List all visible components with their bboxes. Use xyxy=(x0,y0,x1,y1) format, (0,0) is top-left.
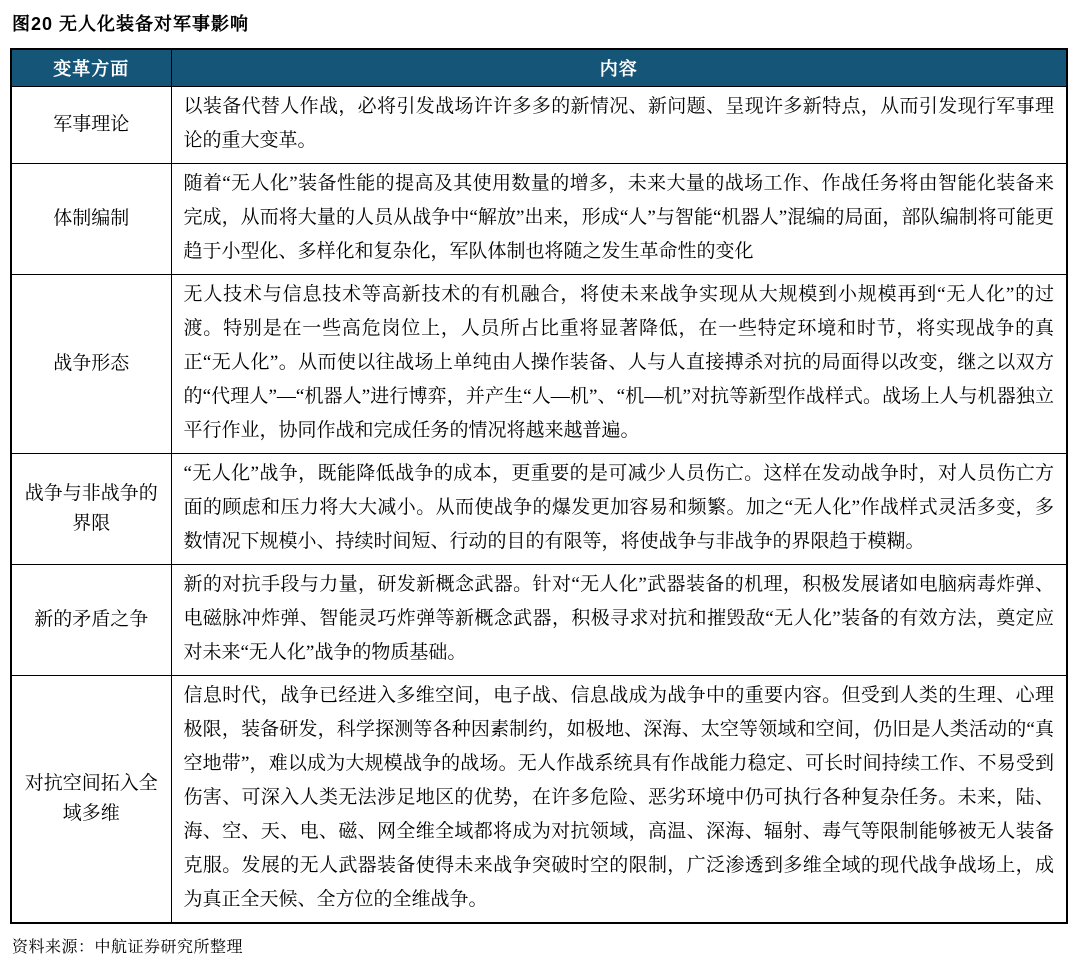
content-cell: 无人技术与信息技术等高新技术的有机融合，将使未来战争实现从大规模到小规模再到“无人化”的过渡。特别是在一些高危岗位上，人员所占比重将显著降低，在一些特定环境和时节，将实现战争的真正“无人化”。从而使以往战场上单纯由人操作装备、人与人直接搏杀对抗的局面得以改变，继之以双方的“代理人”—“机器人”进行博弈，并产生“人—机”、“机—机”对抗等新型作战样式。战场上人与机器独立平行作业，协同作战和完成任务的情况将越来越普遍。 xyxy=(171,274,1067,453)
content-cell: “无人化”战争，既能降低战争的成本，更重要的是可减少人员伤亡。这样在发动战争时，对人员伤亡方面的顾虑和压力将大大减小。从而使战争的爆发更加容易和频繁。加之“无人化”作战样式灵活多变，多数情况下规模小、持续时间短、行动的目的有限等，将使战争与非战争的界限趋于模糊。 xyxy=(171,453,1067,564)
table-row xyxy=(11,675,1067,923)
table-row xyxy=(11,274,1067,453)
table-row xyxy=(11,564,1067,675)
table-body xyxy=(11,86,1067,923)
figure-title: 图20 无人化装备对军事影响 xyxy=(12,14,250,34)
table-header xyxy=(11,49,1067,86)
aspect-cell: 新的矛盾之争 xyxy=(11,564,171,675)
data-source-note: 资料来源：中航证券研究所整理 xyxy=(12,938,244,956)
aspect-cell: 战争形态 xyxy=(11,274,171,453)
header-cell-aspect: 变革方面 xyxy=(11,49,171,86)
content-cell: 随着“无人化”装备性能的提高及其使用数量的增多，未来大量的战场工作、作战任务将由智能化装备来完成，从而将大量的人员从战争中“解放”出来，形成“人”与智能“机器人”混编的局面，部队编制将可能更趋于小型化、多样化和复杂化，军队体制也将随之发生革命性的变化 xyxy=(171,163,1067,274)
content-cell: 新的对抗手段与力量，研发新概念武器。针对“无人化”武器装备的机理，积极发展诸如电脑病毒炸弹、电磁脉冲炸弹、智能灵巧炸弹等新概念武器，积极寻求对抗和摧毁敌“无人化”装备的有效方法，奠定应对未来“无人化”战争的物质基础。 xyxy=(171,564,1067,675)
table-row xyxy=(11,86,1067,163)
impact-table xyxy=(10,48,1068,924)
table-row xyxy=(11,453,1067,564)
content-cell: 以装备代替人作战，必将引发战场许许多多的新情况、新问题、呈现许多新特点，从而引发现行军事理论的重大变革。 xyxy=(171,86,1067,163)
aspect-cell: 体制编制 xyxy=(11,163,171,274)
aspect-cell: 对抗空间拓入全域多维 xyxy=(11,675,171,923)
content-cell: 信息时代，战争已经进入多维空间，电子战、信息战成为战争中的重要内容。但受到人类的生理、心理极限，装备研发，科学探测等各种因素制约，如极地、深海、太空等领域和空间，仍旧是人类活动的“真空地带”，难以成为大规模战争的战场。无人作战系统具有作战能力稳定、可长时间持续工作、不易受到伤害、可深入人类无法涉足地区的优势，在许多危险、恶劣环境中仍可执行各种复杂任务。未来，陆、海、空、天、电、磁、网全维全域都将成为对抗领域，高温、深海、辐射、毒气等限制能够被无人装备克服。发展的无人武器装备使得未来战争突破时空的限制，广泛渗透到多维全域的现代战争战场上，成为真正全天候、全方位的全维战争。 xyxy=(171,675,1067,923)
header-cell-content: 内容 xyxy=(171,49,1067,86)
aspect-cell: 军事理论 xyxy=(11,86,171,163)
aspect-cell: 战争与非战争的界限 xyxy=(11,453,171,564)
table-row xyxy=(11,163,1067,274)
header-row xyxy=(11,49,1067,86)
